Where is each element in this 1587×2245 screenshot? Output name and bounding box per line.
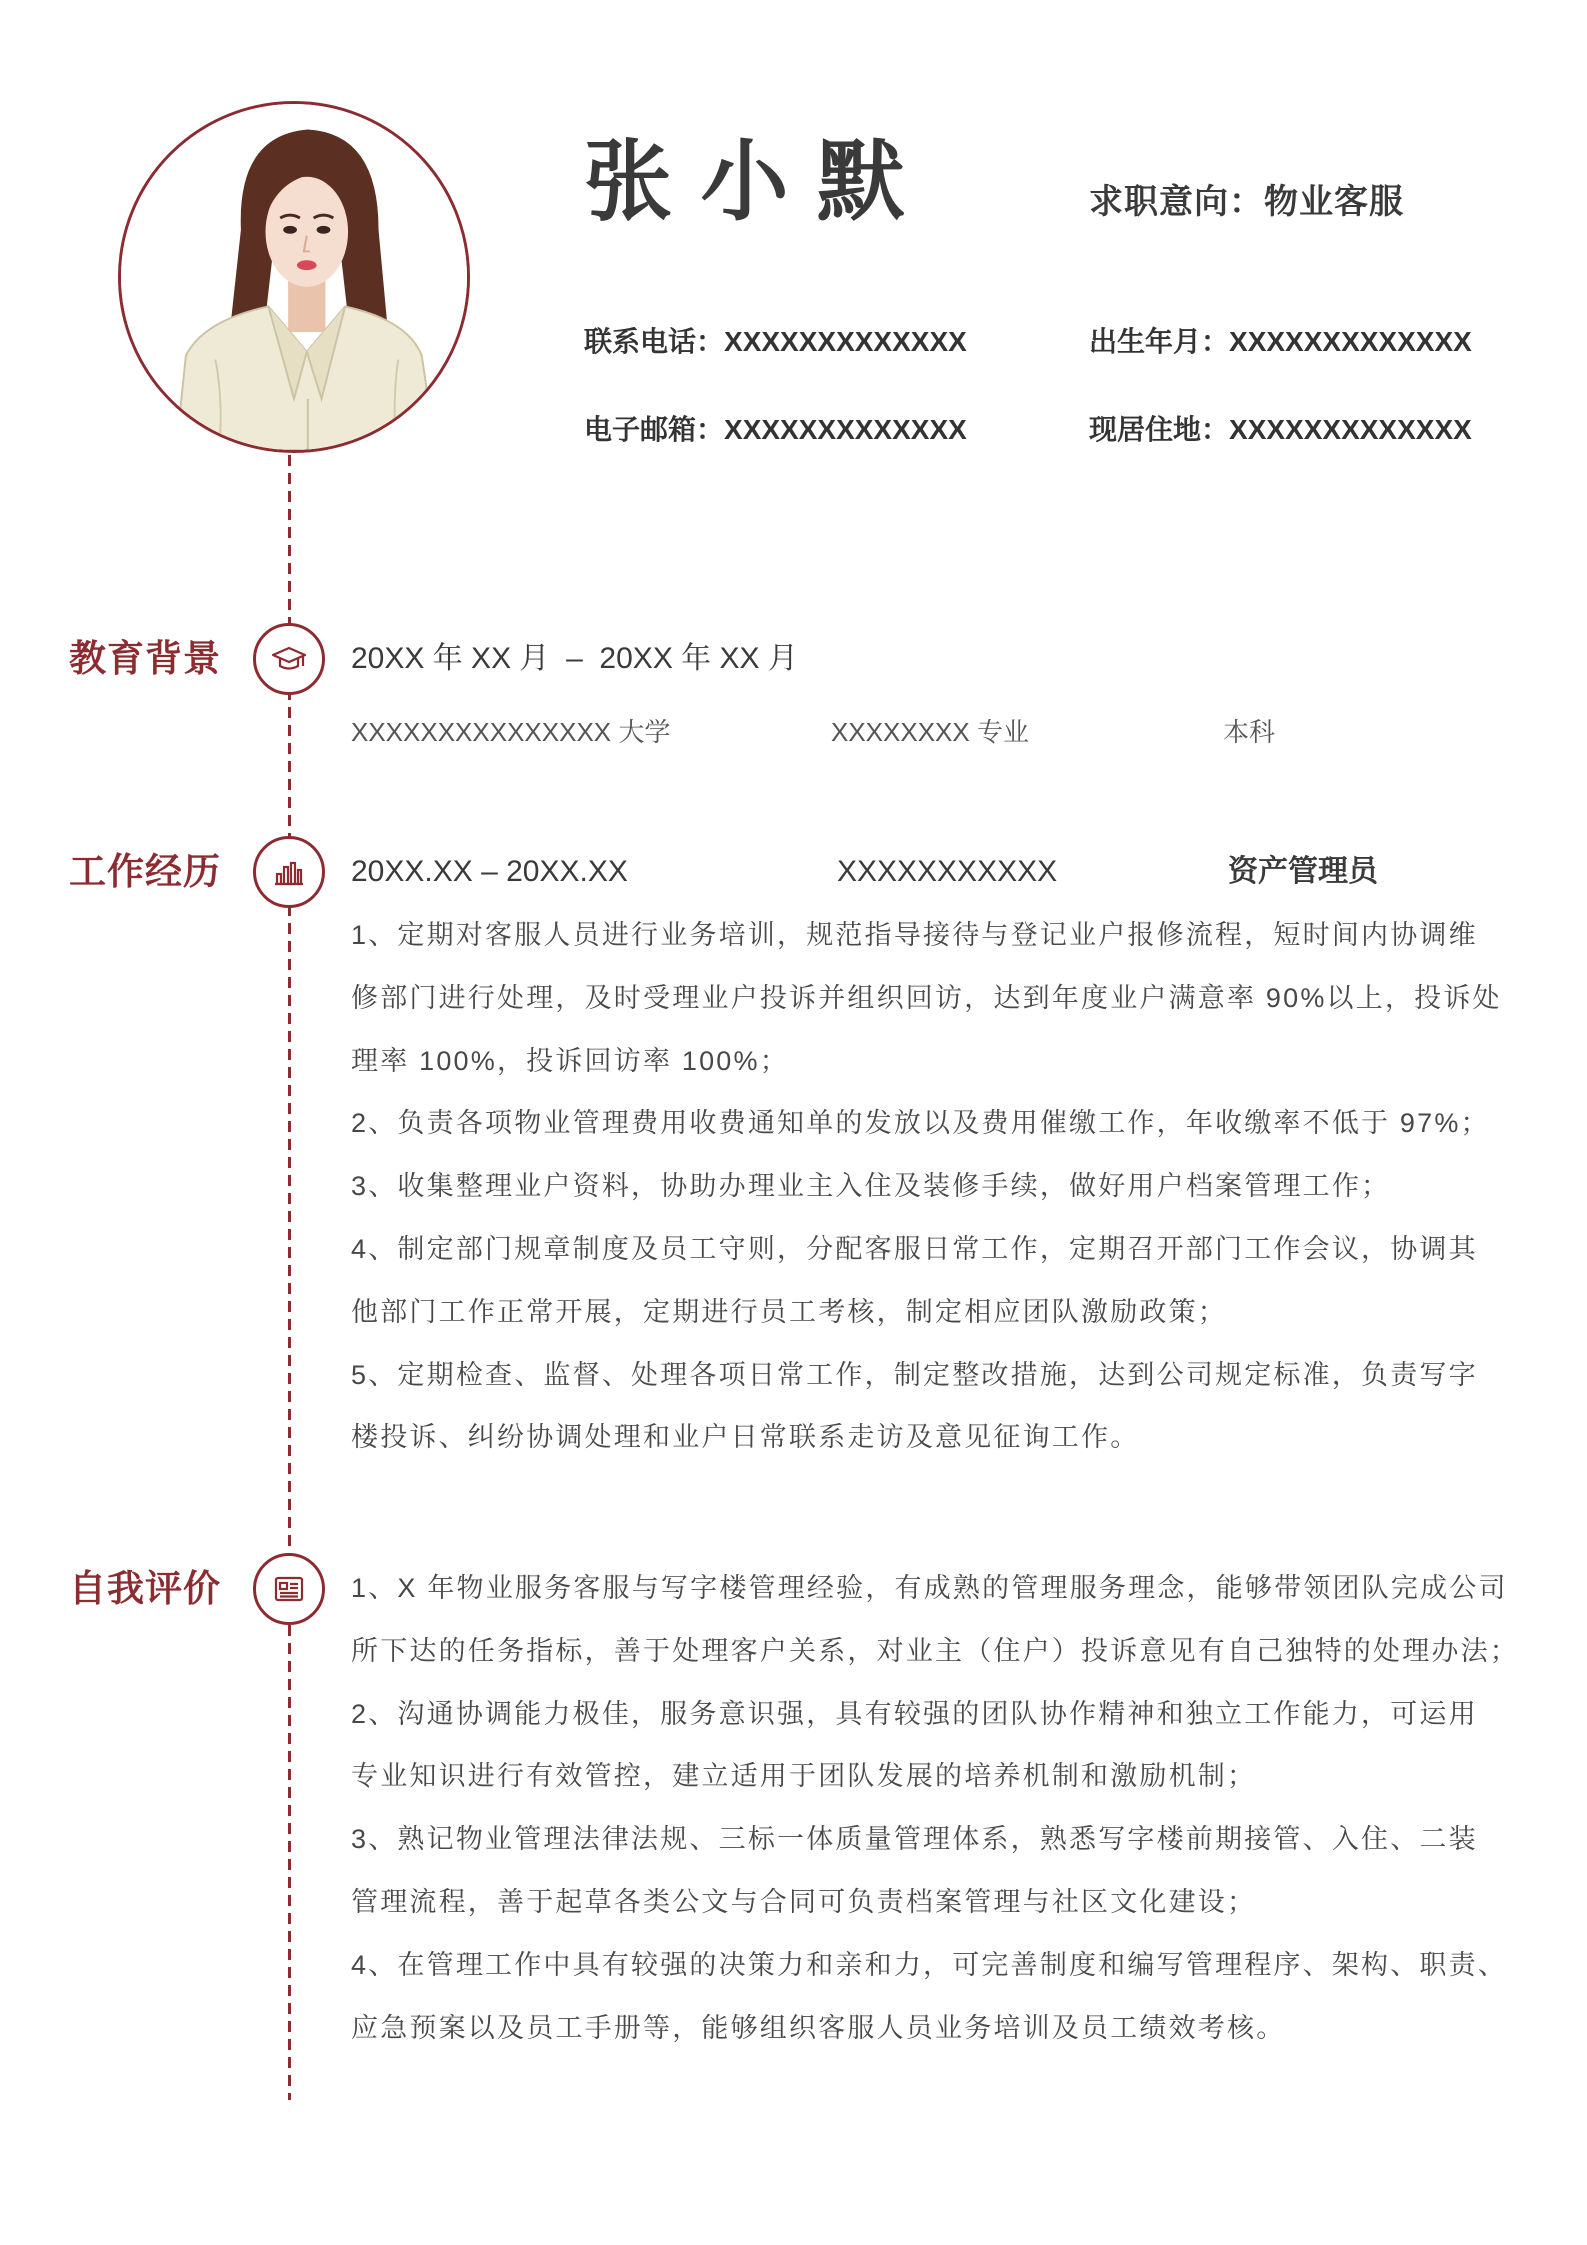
timeline-dashed-line: [288, 455, 291, 2100]
work-line: 2、负责各项物业管理费用收费通知单的发放以及费用催缴工作，年收缴率不低于 97%；: [351, 1108, 1490, 1139]
bar-chart-icon: [253, 836, 325, 908]
contact-value: XXXXXXXXXXXXX: [1229, 414, 1472, 445]
work-line: 他部门工作正常开展，定期进行员工考核，制定相应团队激励政策；: [351, 1296, 1227, 1327]
education-period: 20XX 年 XX 月 – 20XX 年 XX 月: [351, 642, 798, 675]
work-line: 修部门进行处理，及时受理业户投诉并组织回访，达到年度业户满意率 90%以上，投诉处: [351, 982, 1502, 1013]
education-major: XXXXXXXX 专业: [831, 717, 1029, 747]
contact-address: [1089, 410, 1472, 450]
section-title-education: 教育背景: [69, 638, 221, 679]
education-degree: 本科: [1223, 717, 1276, 747]
work-period: 20XX.XX – 20XX.XX: [351, 855, 628, 888]
work-line: 4、制定部门规章制度及员工守则，分配客服日常工作，定期召开部门工作会议，协调其: [351, 1233, 1478, 1264]
work-position: 资产管理员: [1228, 855, 1378, 888]
graduation-cap-icon: [253, 623, 325, 695]
work-line: 楼投诉、纠纷协调处理和业户日常联系走访及意见征询工作。: [351, 1422, 1140, 1453]
self-evaluation-line: 4、在管理工作中具有较强的决策力和亲和力，可完善制度和编写管理程序、架构、职责、: [351, 1949, 1508, 1980]
education-school: XXXXXXXXXXXXXXX 大学: [351, 717, 671, 747]
contact-value: XXXXXXXXXXXXX: [724, 326, 967, 357]
work-description: [351, 904, 1502, 1469]
document-icon: [253, 1553, 325, 1625]
contact-label: 现居住地：: [1089, 414, 1230, 445]
candidate-name: 张 小 默: [584, 132, 907, 231]
self-evaluation-line: 1、X 年物业服务客服与写字楼管理经验，有成熟的管理服务理念，能够带领团队完成公司: [351, 1573, 1508, 1603]
self-evaluation-line: 应急预案以及员工手册等，能够组织客服人员业务培训及员工绩效考核。: [351, 2012, 1286, 2043]
section-title-self-evaluation: 自我评价: [69, 1568, 221, 1609]
work-line: 理率 100%，投诉回访率 100%；: [351, 1045, 789, 1076]
self-evaluation-description: [351, 1557, 1519, 2059]
woman-portrait-illustration: [121, 104, 467, 450]
self-evaluation-line: 2、沟通协调能力极佳，服务意识强，具有较强的团队协作精神和独立工作能力，可运用: [351, 1698, 1478, 1729]
self-evaluation-line: 专业知识进行有效管控，建立适用于团队发展的培养机制和激励机制；: [351, 1761, 1257, 1792]
work-line: 1、定期对客服人员进行业务培训，规范指导接待与登记业户报修流程，短时间内协调维: [351, 920, 1478, 950]
contact-email: [584, 410, 967, 450]
work-line: 3、收集整理业户资料，协助办理业主入住及装修手续，做好用户档案管理工作；: [351, 1171, 1391, 1202]
contact-label: 出生年月：: [1089, 326, 1230, 357]
job-intent: 求职意向：物业客服: [1089, 183, 1404, 221]
self-evaluation-line: 3、熟记物业管理法律法规、三标一体质量管理体系，熟悉写字楼前期接管、入住、二装: [351, 1824, 1478, 1855]
contact-birth: [1089, 322, 1472, 362]
contact-label: 联系电话：: [584, 326, 725, 357]
profile-photo: [118, 101, 470, 453]
contact-value: XXXXXXXXXXXXX: [1229, 326, 1472, 357]
section-title-work: 工作经历: [69, 851, 221, 892]
contact-phone: [584, 322, 967, 362]
self-evaluation-line: 管理流程，善于起草各类公文与合同可负责档案管理与社区文化建设；: [351, 1886, 1257, 1917]
work-line: 5、定期检查、监督、处理各项日常工作，制定整改措施，达到公司规定标准，负责写字: [351, 1359, 1478, 1390]
contact-label: 电子邮箱：: [584, 414, 725, 445]
self-evaluation-line: 所下达的任务指标，善于处理客户关系，对业主（住户）投诉意见有自己独特的处理办法；: [351, 1635, 1519, 1666]
contact-value: XXXXXXXXXXXXX: [724, 414, 967, 445]
work-company: XXXXXXXXXXX: [837, 855, 1058, 888]
